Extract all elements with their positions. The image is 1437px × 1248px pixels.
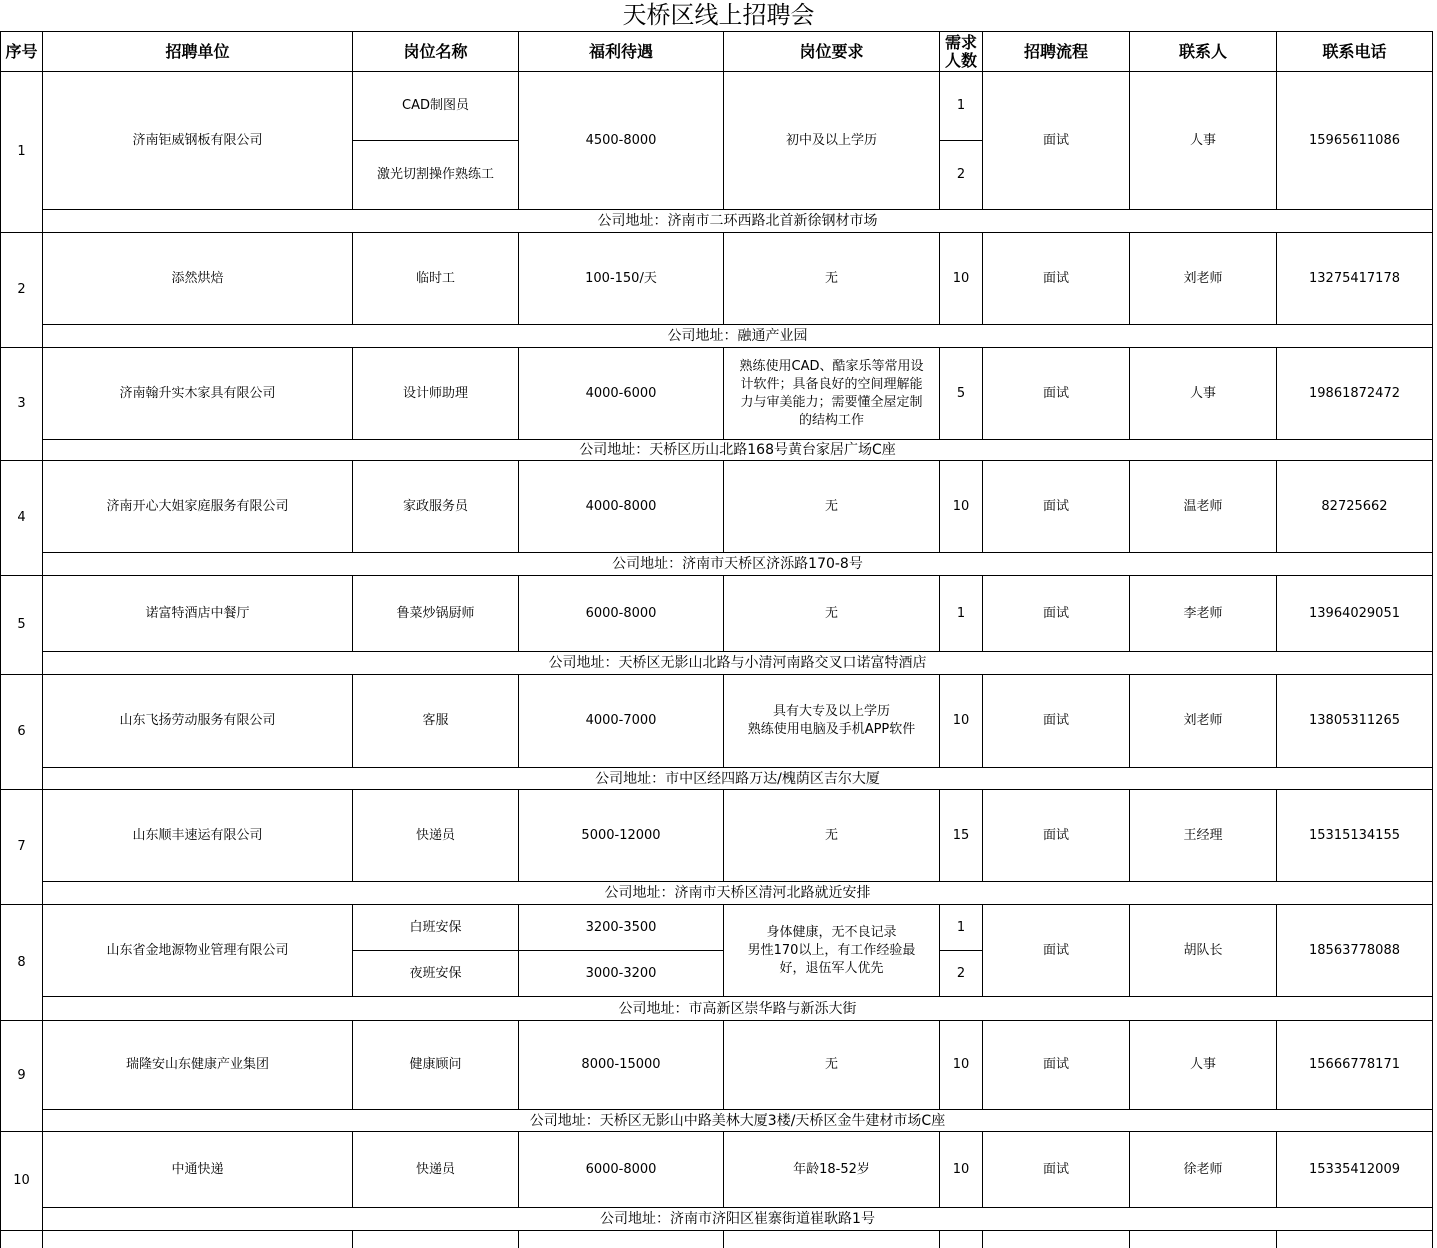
grid-line [1432, 31, 1433, 71]
contact-person: 徐老师 [1183, 1161, 1223, 1177]
contact-phone: 13964029051 [1309, 605, 1400, 621]
recruit-process: 面试 [1042, 385, 1069, 401]
grid-line [42, 1230, 43, 1248]
contact-phone: 15335412009 [1309, 1161, 1400, 1177]
salary: 8000-15000 [581, 1057, 661, 1072]
contact-person: 刘老师 [1183, 270, 1223, 286]
grid-line [1432, 674, 1433, 767]
grid-line [518, 1230, 519, 1248]
header-phone: 联系电话 [1322, 41, 1387, 61]
recruit-process: 面试 [1042, 827, 1069, 843]
salary: 4000-7000 [585, 713, 657, 728]
company-name: 瑞隆安山东健康产业集团 [125, 1057, 269, 1072]
grid-line [1432, 460, 1433, 552]
job-title: 鲁菜炒锅厨师 [396, 605, 475, 621]
job-title: CAD制图员 [402, 98, 469, 113]
salary: 100-150/天 [585, 270, 657, 286]
grid-line [1432, 209, 1433, 232]
grid-line [1432, 347, 1433, 439]
row-number: 10 [13, 1173, 30, 1188]
job-requirement: 无 [824, 1057, 838, 1072]
row-number: 7 [17, 839, 26, 854]
company-address: 公司地址：天桥区无影山北路与小清河南路交叉口诺富特酒店 [548, 655, 927, 671]
row-number: 6 [17, 724, 26, 739]
salary: 3000-3200 [585, 965, 657, 981]
headcount: 2 [956, 965, 966, 981]
company-address: 公司地址：市高新区崇华路与新泺大街 [618, 1000, 857, 1017]
grid-line [1432, 1131, 1433, 1207]
contact-phone: 15965611086 [1309, 132, 1400, 148]
job-title: 临时工 [415, 270, 455, 286]
headcount: 15 [952, 827, 970, 843]
header-seq: 序号 [5, 41, 38, 61]
company-name: 山东省金地源物业管理有限公司 [106, 942, 289, 958]
grid-line [1432, 1109, 1433, 1131]
contact-person: 李老师 [1183, 605, 1223, 621]
company-name: 山东顺丰速运有限公司 [132, 827, 263, 843]
grid-line [1432, 767, 1433, 789]
grid-line [1432, 324, 1433, 347]
grid-line [1432, 904, 1433, 996]
company-address: 公司地址：济南市天桥区清河北路就近安排 [604, 885, 871, 901]
salary: 5000-12000 [581, 827, 661, 843]
recruit-process: 面试 [1042, 498, 1069, 514]
contact-phone: 15315134155 [1309, 827, 1400, 843]
salary: 4500-8000 [585, 132, 657, 148]
job-requirement: 熟练使用CAD、酷家乐等常用设 计软件；具备良好的空间理解能 力与审美能力；需要懂全屋定制 的结构工作 [739, 358, 924, 428]
grid-line [1432, 651, 1433, 674]
contact-person: 人事 [1189, 1057, 1216, 1072]
headcount: 10 [952, 1057, 970, 1072]
job-title: 设计师助理 [402, 385, 468, 401]
company-name: 山东飞扬劳动服务有限公司 [119, 713, 276, 728]
grid-line [1432, 232, 1433, 324]
company-name: 济南翰升实木家具有限公司 [119, 385, 276, 401]
header-count: 需求人数 [944, 32, 977, 70]
contact-phone: 15666778171 [1309, 1057, 1400, 1072]
grid-line [1129, 1230, 1130, 1248]
contact-phone: 13805311265 [1309, 713, 1400, 728]
grid-line [982, 1230, 983, 1248]
contact-person: 胡队长 [1183, 942, 1223, 958]
company-address: 公司地址：济南市济阳区崔寨街道崔耿路1号 [600, 1211, 875, 1227]
job-requirement: 年龄18-52岁 [793, 1161, 870, 1177]
grid-line [1432, 789, 1433, 881]
grid-line [1432, 439, 1433, 460]
row-number: 8 [17, 954, 26, 970]
contact-person: 王经理 [1183, 827, 1223, 843]
job-title: 快递员 [415, 1161, 455, 1177]
job-requirement: 无 [824, 270, 838, 286]
grid-line [1432, 575, 1433, 651]
contact-person: 温老师 [1183, 498, 1223, 514]
grid-line [1432, 996, 1433, 1020]
headcount: 10 [952, 498, 970, 514]
salary: 6000-8000 [585, 605, 657, 621]
recruit-process: 面试 [1042, 713, 1069, 728]
company-name: 济南开心大姐家庭服务有限公司 [106, 498, 289, 514]
job-title: 激光切割操作熟练工 [376, 167, 494, 182]
header-company: 招聘单位 [165, 41, 230, 61]
recruit-process: 面试 [1042, 1161, 1069, 1177]
job-requirement: 无 [824, 827, 838, 843]
grid-line [0, 1230, 1433, 1231]
contact-phone: 82725662 [1321, 498, 1388, 514]
page-title: 天桥区线上招聘会 [622, 1, 815, 29]
grid-line [1432, 881, 1433, 904]
row-number: 9 [17, 1068, 26, 1083]
company-address: 公司地址：济南市天桥区济泺路170-8号 [612, 556, 863, 572]
headcount: 5 [956, 385, 966, 401]
job-requirement: 具有大专及以上学历 熟练使用电脑及手机APP软件 [747, 704, 916, 737]
row-number: 2 [17, 282, 26, 297]
job-title: 夜班安保 [409, 965, 462, 981]
grid-line [0, 1230, 1, 1248]
recruit-process: 面试 [1042, 1057, 1069, 1072]
job-requirement: 初中及以上学历 [785, 132, 877, 148]
recruit-process: 面试 [1042, 132, 1069, 148]
company-name: 诺富特酒店中餐厅 [145, 605, 250, 621]
recruit-process: 面试 [1042, 270, 1069, 286]
row-number: 4 [17, 510, 26, 525]
header-job: 岗位名称 [403, 41, 468, 61]
grid-line [723, 1230, 724, 1248]
grid-line [1432, 552, 1433, 575]
grid-line [352, 1230, 353, 1248]
job-requirement: 身体健康，无不良记录 男性170以上，有工作经验最 好，退伍军人优先 [747, 924, 916, 976]
grid-line [1432, 71, 1433, 209]
row-number: 3 [17, 396, 26, 411]
company-name: 中通快递 [171, 1161, 224, 1177]
contact-person: 人事 [1189, 132, 1216, 148]
company-address: 公司地址：融通产业园 [667, 328, 808, 344]
contact-phone: 18563778088 [1309, 942, 1400, 958]
recruit-process: 面试 [1042, 942, 1069, 958]
grid-line [1432, 1020, 1433, 1109]
row-number: 5 [17, 617, 26, 632]
contact-phone: 13275417178 [1309, 270, 1400, 286]
row-number: 1 [17, 144, 26, 159]
company-name: 济南钜威钢板有限公司 [132, 132, 263, 148]
headcount: 1 [956, 98, 966, 113]
salary: 3200-3500 [585, 919, 657, 935]
headcount: 10 [952, 713, 970, 728]
job-title: 客服 [422, 713, 449, 728]
company-name: 添然烘焙 [171, 270, 224, 286]
salary: 4000-6000 [585, 385, 657, 401]
job-title: 健康顾问 [409, 1057, 462, 1072]
job-title: 家政服务员 [402, 498, 468, 514]
job-requirement: 无 [824, 498, 838, 514]
job-title: 白班安保 [409, 919, 462, 935]
grid-line [1276, 1230, 1277, 1248]
job-title: 快递员 [415, 827, 455, 843]
salary: 6000-8000 [585, 1161, 657, 1177]
headcount: 1 [956, 605, 966, 621]
contact-person: 人事 [1189, 385, 1216, 401]
grid-line [1432, 1207, 1433, 1230]
headcount: 10 [952, 270, 970, 286]
company-address: 公司地址：市中区经四路万达/槐荫区吉尔大厦 [595, 770, 880, 787]
header-process: 招聘流程 [1023, 41, 1088, 61]
header-requirement: 岗位要求 [799, 41, 864, 61]
headcount: 2 [956, 167, 966, 182]
contact-person: 刘老师 [1183, 713, 1223, 728]
company-address: 公司地址：天桥区无影山中路美林大厦3楼/天桥区金牛建材市场C座 [529, 1112, 946, 1129]
recruit-process: 面试 [1042, 605, 1069, 621]
grid-line [1432, 1230, 1433, 1248]
company-address: 公司地址：济南市二环西路北首新徐钢材市场 [597, 213, 878, 229]
company-address: 公司地址：天桥区历山北路168号黄台家居广场C座 [579, 442, 896, 458]
contact-phone: 19861872472 [1309, 385, 1400, 401]
salary: 4000-8000 [585, 498, 657, 514]
grid-line [939, 1230, 940, 1248]
header-salary: 福利待遇 [588, 41, 653, 61]
header-contact: 联系人 [1178, 41, 1227, 61]
headcount: 1 [956, 919, 966, 935]
job-requirement: 无 [824, 605, 838, 621]
headcount: 10 [952, 1161, 970, 1177]
